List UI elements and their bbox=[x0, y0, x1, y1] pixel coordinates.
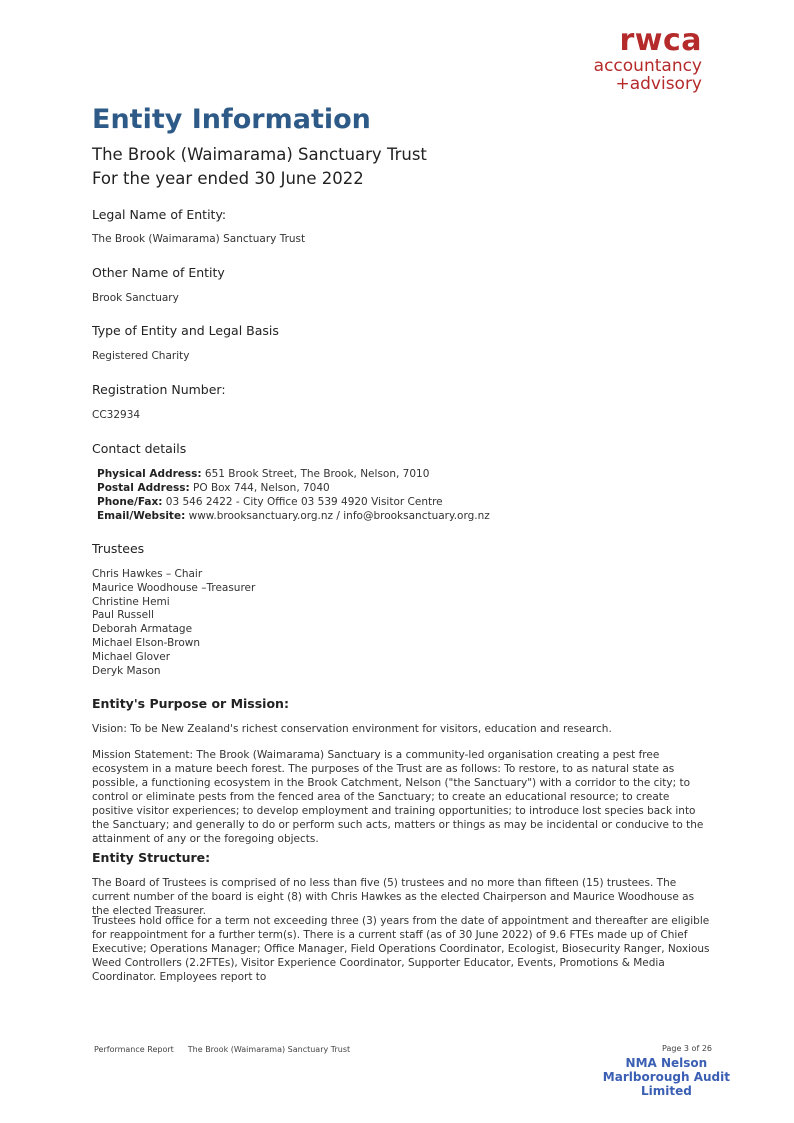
contact-heading: Contact details bbox=[92, 441, 187, 456]
stamp-line-3: Limited bbox=[640, 1084, 692, 1098]
footer-entity-name: The Brook (Waimarama) Sanctuary Trust bbox=[187, 1045, 351, 1054]
phone-value: 03 546 2422 - City Office 03 539 4920 Visitor Centre bbox=[162, 496, 443, 508]
trustee-item: Deborah Armatage bbox=[92, 623, 193, 636]
entity-name-subtitle: The Brook (Waimarama) Sanctuary Trust bbox=[92, 145, 427, 164]
trustees-list bbox=[92, 568, 255, 678]
trustee-item: Chris Hawkes – Chair bbox=[92, 568, 203, 580]
stamp-line-2: Marlborough Audit bbox=[602, 1070, 730, 1084]
audit-stamp bbox=[603, 1056, 730, 1098]
legal-name-value: The Brook (Waimarama) Sanctuary Trust bbox=[92, 233, 306, 245]
trustee-item: Michael Glover bbox=[92, 650, 171, 663]
page-number: Page 3 of 26 bbox=[662, 1044, 712, 1053]
logo-line-2: +advisory bbox=[615, 74, 702, 94]
company-logo bbox=[593, 23, 702, 94]
registration-heading: Registration Number: bbox=[92, 382, 226, 397]
contact-details bbox=[97, 467, 490, 523]
trustee-item: Christine Hemi bbox=[92, 595, 170, 608]
trustee-item: Maurice Woodhouse –Treasurer bbox=[92, 581, 256, 594]
other-name-value: Brook Sanctuary bbox=[92, 292, 179, 304]
logo-line-1: accountancy bbox=[593, 56, 702, 76]
physical-address-label: Physical Address: bbox=[97, 468, 202, 480]
stamp-line-1: NMA Nelson bbox=[625, 1056, 708, 1070]
mission-text: Mission Statement: The Brook (Waimarama) Sanctuary is a community-led organisation creating a pest free ecosystem in a mature beech forest. The purposes of the Trust are as follows: To restore, to as natural state as possible, a functioning ecosystem in the Brook Catchment, Nelson ("the Sanctuary") with a corridor to the city; to control or eliminate pests from the fenced area of the Sanctuary; to create an educational resource; to create positive visitor experiences; to develop employment and training opportunities; to introduce lost species back into the Sanctuary; and generally to do or perform such acts, matters or things as may be incidental or conducive to the attainment of any or the foregoing objects. bbox=[92, 749, 704, 845]
email-row bbox=[97, 509, 490, 523]
email-label: Email/Website: bbox=[97, 510, 186, 522]
physical-address-value: 651 Brook Street, The Brook, Nelson, 7010 bbox=[201, 468, 430, 480]
postal-address-label: Postal Address: bbox=[97, 482, 190, 494]
footer bbox=[94, 1045, 364, 1054]
logo-main-text: rwca bbox=[619, 23, 702, 58]
phone-row bbox=[97, 495, 490, 509]
legal-name-heading: Legal Name of Entity: bbox=[92, 207, 227, 222]
email-value: www.brooksanctuary.org.nz / info@brooksanctuary.org.nz bbox=[185, 510, 490, 522]
entity-type-value: Registered Charity bbox=[92, 350, 190, 362]
physical-address-row bbox=[97, 467, 490, 481]
page-title: Entity Information bbox=[92, 104, 371, 135]
registration-value: CC32934 bbox=[92, 409, 141, 421]
entity-type-heading: Type of Entity and Legal Basis bbox=[92, 323, 279, 338]
other-name-heading: Other Name of Entity bbox=[92, 265, 225, 280]
postal-address-value: PO Box 744, Nelson, 7040 bbox=[189, 482, 330, 494]
trustee-item: Michael Elson-Brown bbox=[92, 636, 201, 649]
trustees-heading: Trustees bbox=[92, 541, 145, 556]
trustee-item: Deryk Mason bbox=[92, 664, 161, 677]
period-subtitle: For the year ended 30 June 2022 bbox=[92, 169, 364, 188]
purpose-heading: Entity's Purpose or Mission: bbox=[92, 696, 289, 711]
trustee-item: Paul Russell bbox=[92, 609, 154, 622]
vision-text: Vision: To be New Zealand's richest conservation environment for visitors, education and research. bbox=[92, 723, 612, 735]
footer-report-name: Performance Report bbox=[94, 1045, 174, 1054]
structure-heading: Entity Structure: bbox=[92, 850, 211, 865]
structure-paragraph-2: Trustees hold office for a term not exceeding three (3) years from the date of appointment and thereafter are eligible for reappointment for a further term(s). There is a current staff (as of 30 June 2022) of 9.6 FTEs made up of Chief Executive; Operations Manager; Office Manager, Field Operations Coordinator, Ecologist, Biosecurity Ranger, Noxious Weed Controllers (2.2FTEs), Visitor Experience Coordinator, Supporter Educator, Events, Promotions & Media Coordinator. Employees report to bbox=[92, 915, 710, 983]
postal-address-row bbox=[97, 481, 490, 495]
structure-paragraph-1: The Board of Trustees is comprised of no less than five (5) trustees and no more than fifteen (15) trustees. The current number of the board is eight (8) with Chris Hawkes as the elected Chairperson and Maurice Woodhouse as the elected Treasurer. bbox=[92, 877, 695, 917]
phone-label: Phone/Fax: bbox=[97, 496, 163, 508]
